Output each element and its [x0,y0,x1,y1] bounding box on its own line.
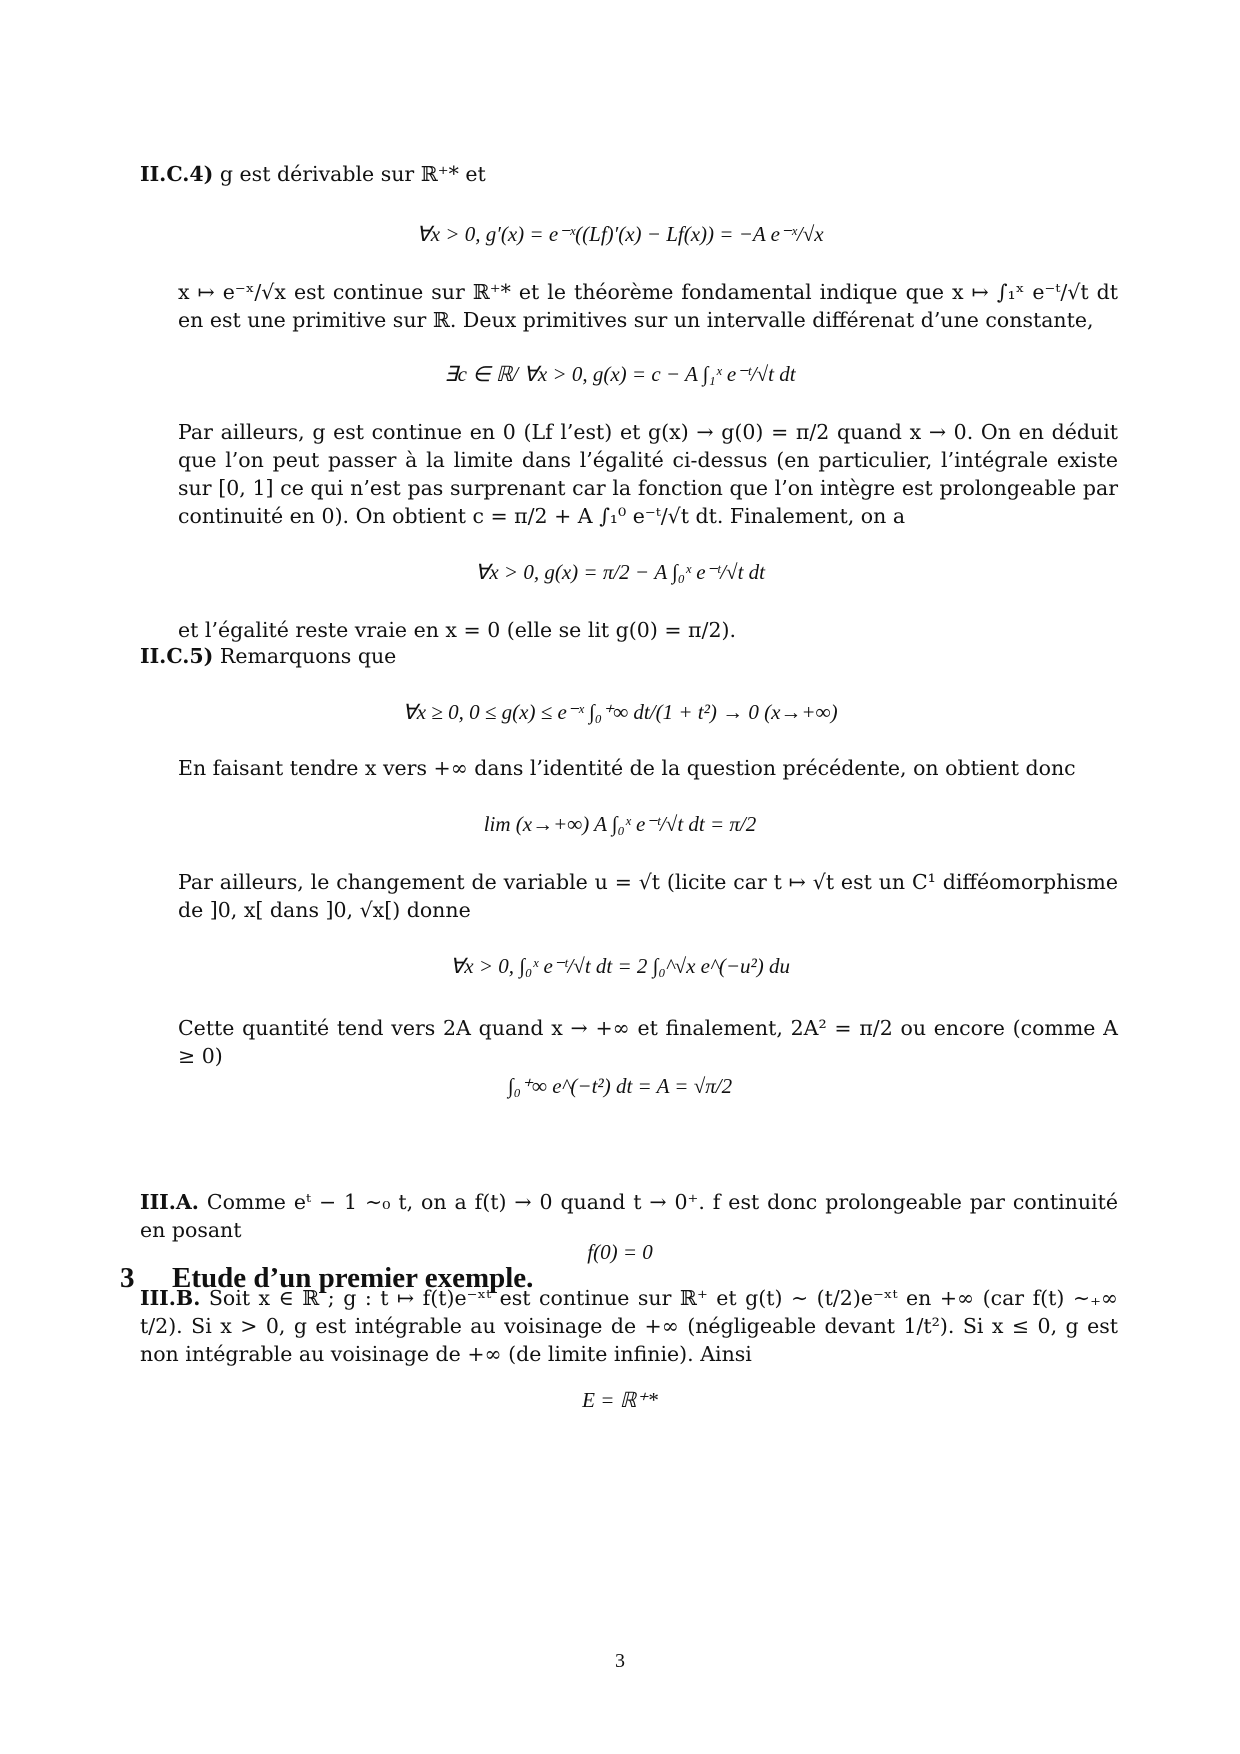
equation-g-derivative: ∀x > 0, g′(x) = e⁻ˣ((Lf)′(x) − Lf(x)) = −A e⁻ˣ/√x [416,222,824,246]
paragraph-IIIB [140,1284,1118,1368]
paragraph-IIIA [140,1188,1118,1244]
paragraph-equality-zero: et l’égalité reste vraie en x = 0 (elle se lit g(0) = π/2). [178,618,736,642]
section-number: 3 [120,1262,135,1294]
equation-f-zero: f(0) = 0 [587,1240,653,1264]
paragraph-limit-infinity: En faisant tendre x vers +∞ dans l’identité de la question précédente, on obtient donc [178,756,1076,780]
equation-g-bound: ∀x ≥ 0, 0 ≤ g(x) ≤ e⁻ˣ ∫₀⁺∞ dt/(1 + t²) → 0 (x→+∞) [402,700,838,724]
paragraph-limit: Par ailleurs, g est continue en 0 (Lf l’est) et g(x) → g(0) = π/2 quand x → 0. On en déduit que l’on peut passer à la limite dans l’égalité ci-dessus (en particulier, l’intégrale existe sur [0, 1] ce qui n’est pas surprenant car la fonction que l’on intègre est prolongeable par continuité en 0). On obtient c = π/2 + A ∫₁⁰ e⁻ᵗ/√t dt. Finalement, on a [178,420,1118,528]
question-label: II.C.5) [140,644,214,668]
equation-limit: lim (x→+∞) A ∫₀ˣ e⁻ᵗ/√t dt = π/2 [483,812,757,836]
question-label: III.A. [140,1190,199,1214]
paragraph-IIC5-intro [140,642,1080,670]
paragraph-change-variable: Par ailleurs, le changement de variable u = √t (licite car t ↦ √t est un C¹ difféomorphisme de ]0, x[ dans ]0, √x[) donne [178,870,1118,922]
equation-change-variable: ∀x > 0, ∫₀ˣ e⁻ᵗ/√t dt = 2 ∫₀^√x e^(−u²) du [449,954,791,978]
equation-domain: E = ℝ⁺* [582,1388,658,1412]
equation-g-final: ∀x > 0, g(x) = π/2 − A ∫₀ˣ e⁻ᵗ/√t dt [474,560,765,584]
paragraph-IIC4-intro [140,160,1080,188]
question-label: III.B. [140,1286,201,1310]
question-label: II.C.4) [140,162,214,186]
page-number: 3 [615,1650,625,1672]
equation-gaussian-integral: ∫₀⁺∞ e^(−t²) dt = A = √π/2 [507,1074,733,1098]
paragraph-text: Soit x ∈ ℝ ; g : t ↦ f(t)e⁻ˣᵗ est continue sur ℝ⁺ et g(t) ∼ (t/2)e⁻ˣᵗ en +∞ (car f(t) ∼₊∞ t/2). Si x > 0, g est intégrable au voisinage de +∞ (négligeable devant 1/t²). Si x ≤ 0, g est non intégrable au voisinage de +∞ (de limite infinie). Ainsi [140,1286,1118,1366]
paragraph-primitive: x ↦ e⁻ˣ/√x est continue sur ℝ⁺* et le théorème fondamental indique que x ↦ ∫₁ˣ e⁻ᵗ/√t dt en est une primitive sur ℝ. Deux primitives sur un intervalle différenat d’une constante, [178,280,1118,332]
paragraph-text: Comme eᵗ − 1 ∼₀ t, on a f(t) → 0 quand t → 0⁺. f est donc prolongeable par continuité en posant [140,1190,1118,1242]
equation-g-constant: ∃c ∈ ℝ/ ∀x > 0, g(x) = c − A ∫₁ˣ e⁻ᵗ/√t dt [444,362,796,386]
paragraph-text: Remarquons que [219,644,397,668]
section-title: Etude d’un premier exemple. [172,1262,534,1294]
paragraph-text: g est dérivable sur ℝ⁺* et [219,162,486,186]
paragraph-gaussian: Cette quantité tend vers 2A quand x → +∞ et finalement, 2A² = π/2 ou encore (comme A ≥ 0) [178,1016,1118,1068]
